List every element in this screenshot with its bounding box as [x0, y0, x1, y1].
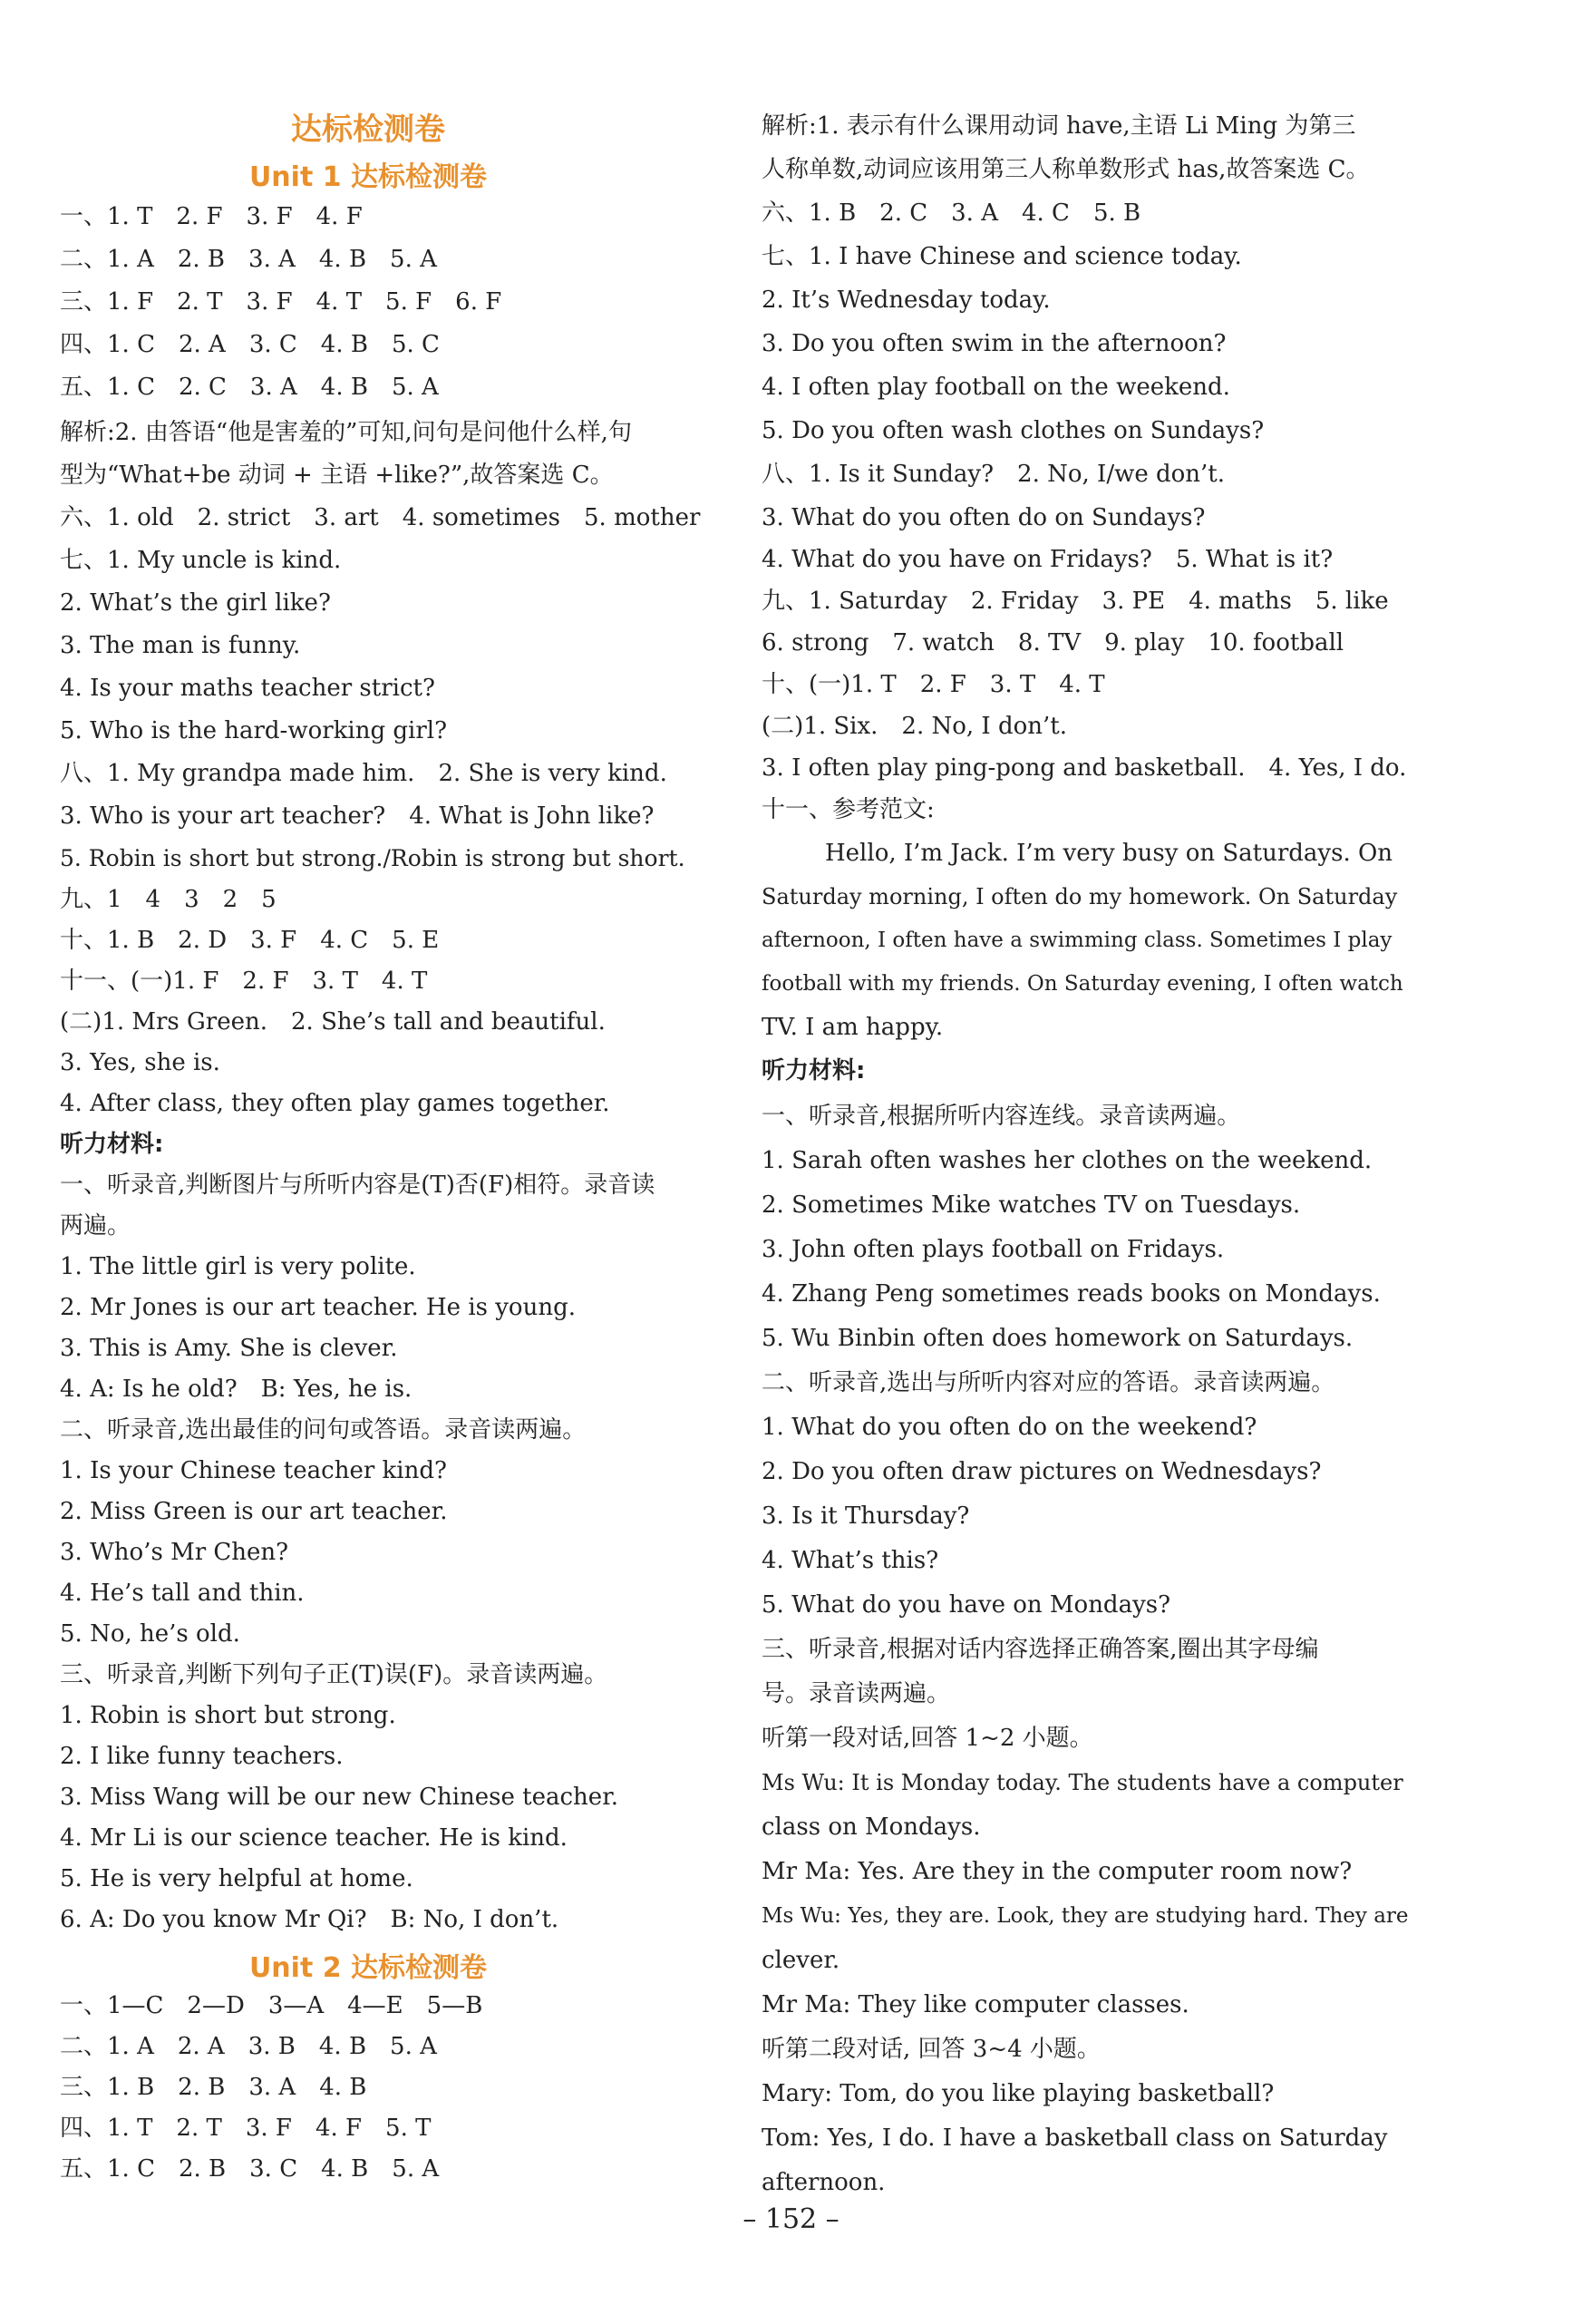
answer-line: 四、1. C 2. A 3. C 4. B 5. C — [60, 331, 440, 358]
instruction-line: 两遍。 — [60, 1212, 131, 1240]
dialogue-line: class on Mondays. — [762, 1813, 981, 1841]
instruction-line: 一、听录音,根据所听内容连线。录音读两遍。 — [762, 1103, 1241, 1130]
answer-line: 4. I often play football on the weekend. — [762, 374, 1230, 401]
answer-line: 一、1. T 2. F 3. F 4. F — [60, 203, 363, 230]
instruction-line: 听第一段对话,回答 1~2 小题。 — [762, 1725, 1093, 1752]
dialogue-line: afternoon. — [762, 2169, 886, 2196]
answer-line: 七、1. I have Chinese and science today. — [762, 243, 1242, 270]
answer-line: 十一、(一)1. F 2. F 3. T 4. T — [60, 968, 428, 995]
script-line: 5. What do you have on Mondays? — [762, 1591, 1171, 1619]
essay-line: football with my friends. On Saturday evening, I often watch — [762, 972, 1403, 996]
answer-line: 3. Do you often swim in the afternoon? — [762, 330, 1227, 357]
answer-line: 八、1. Is it Sunday? 2. No, I/we don’t. — [762, 461, 1226, 488]
script-line: 4. He’s tall and thin. — [60, 1580, 305, 1607]
answer-line: 二、1. A 2. B 3. A 4. B 5. A — [60, 246, 437, 273]
script-line: 2. Do you often draw pictures on Wednesdays? — [762, 1458, 1322, 1485]
analysis-line: 型为“What+be 动词 + 主语 +like?”,故答案选 C。 — [60, 462, 614, 489]
answer-line: (二)1. Mrs Green. 2. She’s tall and beautiful. — [60, 1008, 606, 1036]
listening-heading: 听力材料: — [762, 1057, 866, 1084]
script-line: 1. The little girl is very polite. — [60, 1253, 416, 1280]
essay-line: Saturday morning, I often do my homework. On Saturday — [762, 884, 1398, 909]
dialogue-line: Ms Wu: It is Monday today. The students have a computer — [762, 1770, 1403, 1795]
answer-line: 十、1. B 2. D 3. F 4. C 5. E — [60, 927, 440, 954]
dialogue-line: Mary: Tom, do you like playing basketball? — [762, 2080, 1275, 2107]
dialogue-line: Ms Wu: Yes, they are. Look, they are studying hard. They are — [762, 1904, 1409, 1928]
essay-line: afternoon, I often have a swimming class. Sometimes I play — [762, 929, 1393, 952]
answer-line: 九、1. Saturday 2. Friday 3. PE 4. maths 5. like — [762, 588, 1389, 615]
unit1-title: Unit 1 达标检测卷 — [248, 161, 488, 193]
answer-line: 七、1. My uncle is kind. — [60, 547, 342, 574]
answer-line: 4. Is your maths teacher strict? — [60, 675, 435, 702]
script-line: 2. Sometimes Mike watches TV on Tuesdays. — [762, 1191, 1301, 1219]
script-line: 3. John often plays football on Fridays. — [762, 1236, 1225, 1263]
unit2-title: Unit 2 达标检测卷 — [248, 1952, 488, 1984]
instruction-line: 二、听录音,选出与所听内容对应的答语。录音读两遍。 — [762, 1369, 1335, 1396]
analysis-line: 人称单数,动词应该用第三人称单数形式 has,故答案选 C。 — [762, 156, 1370, 183]
answer-line: 四、1. T 2. T 3. F 4. F 5. T — [60, 2115, 432, 2142]
dialogue-line: clever. — [762, 1947, 840, 1974]
instruction-line: 一、听录音,判断图片与所听内容是(T)否(F)相符。录音读 — [60, 1172, 655, 1199]
dialogue-line: Tom: Yes, I do. I have a basketball class on Saturday — [762, 2125, 1388, 2152]
analysis-line: 解析:1. 表示有什么课用动词 have,主语 Li Ming 为第三 — [762, 112, 1356, 140]
script-line: 3. Is it Thursday? — [762, 1502, 970, 1530]
script-line: 2. I like funny teachers. — [60, 1743, 344, 1770]
script-line: 3. This is Amy. She is clever. — [60, 1335, 398, 1362]
essay-line: TV. I am happy. — [762, 1014, 944, 1041]
answer-line: 3. I often play ping-pong and basketball. 4. Yes, I do. — [762, 754, 1407, 782]
answer-line: 五、1. C 2. B 3. C 4. B 5. A — [60, 2155, 440, 2183]
answer-line: (二)1. Six. 2. No, I don’t. — [762, 713, 1067, 740]
answer-line: 五、1. C 2. C 3. A 4. B 5. A — [60, 374, 439, 401]
script-line: 1. Sarah often washes her clothes on the weekend. — [762, 1147, 1373, 1174]
answer-line: 5. Do you often wash clothes on Sundays? — [762, 417, 1265, 444]
script-line: 4. A: Is he old? B: Yes, he is. — [60, 1376, 412, 1403]
answer-line: 4. After class, they often play games together. — [60, 1090, 610, 1117]
analysis-line: 解析:2. 由答语“他是害羞的”可知,问句是问他什么样,句 — [60, 419, 632, 446]
answer-line: 3. What do you often do on Sundays? — [762, 504, 1206, 531]
dialogue-line: Mr Ma: Yes. Are they in the computer room now? — [762, 1858, 1353, 1885]
instruction-line: 二、听录音,选出最佳的问句或答语。录音读两遍。 — [60, 1416, 587, 1444]
answer-line: 六、1. old 2. strict 3. art 4. sometimes 5. mother — [60, 504, 701, 531]
answer-line: 一、1—C 2—D 3—A 4—E 5—B — [60, 1992, 483, 2019]
script-line: 3. Miss Wang will be our new Chinese teacher. — [60, 1784, 619, 1811]
essay-heading: 十一、参考范文: — [762, 796, 935, 823]
answer-line: 六、1. B 2. C 3. A 4. C 5. B — [762, 199, 1141, 227]
dialogue-line: Mr Ma: They like computer classes. — [762, 1991, 1189, 2018]
answer-line: 十、(一)1. T 2. F 3. T 4. T — [762, 671, 1105, 698]
instruction-line: 三、听录音,判断下列句子正(T)误(F)。录音读两遍。 — [60, 1661, 608, 1688]
answer-line: 八、1. My grandpa made him. 2. She is very kind. — [60, 760, 667, 787]
script-line: 5. Wu Binbin often does homework on Saturdays. — [762, 1325, 1354, 1352]
answer-line: 5. Who is the hard-working girl? — [60, 717, 448, 744]
answer-line: 九、1 4 3 2 5 — [60, 886, 277, 913]
script-line: 1. Is your Chinese teacher kind? — [60, 1457, 447, 1484]
script-line: 5. He is very helpful at home. — [60, 1865, 413, 1892]
script-line: 1. Robin is short but strong. — [60, 1702, 396, 1729]
page-title: 达标检测卷 — [291, 112, 445, 148]
script-line: 4. What’s this? — [762, 1547, 939, 1574]
answer-line: 3. The man is funny. — [60, 632, 301, 659]
answer-line: 4. What do you have on Fridays? 5. What is it? — [762, 546, 1334, 573]
essay-line: Hello, I’m Jack. I’m very busy on Saturdays. On — [825, 840, 1393, 867]
script-line: 1. What do you often do on the weekend? — [762, 1414, 1257, 1441]
script-line: 6. A: Do you know Mr Qi? B: No, I don’t. — [60, 1906, 559, 1933]
answer-line: 二、1. A 2. A 3. B 4. B 5. A — [60, 2033, 437, 2060]
answer-line: 6. strong 7. watch 8. TV 9. play 10. football — [762, 629, 1344, 656]
script-line: 4. Mr Li is our science teacher. He is kind. — [60, 1824, 568, 1852]
answer-line: 三、1. B 2. B 3. A 4. B — [60, 2074, 367, 2101]
script-line: 4. Zhang Peng sometimes reads books on Mondays. — [762, 1280, 1381, 1308]
answer-line: 3. Who is your art teacher? 4. What is John like? — [60, 802, 655, 830]
script-line: 2. Miss Green is our art teacher. — [60, 1498, 448, 1525]
script-line: 5. No, he’s old. — [60, 1620, 240, 1648]
answer-line: 3. Yes, she is. — [60, 1049, 220, 1076]
answer-line: 三、1. F 2. T 3. F 4. T 5. F 6. F — [60, 288, 502, 316]
script-line: 3. Who’s Mr Chen? — [60, 1539, 289, 1566]
answer-line: 2. It’s Wednesday today. — [762, 287, 1051, 314]
instruction-line: 号。录音读两遍。 — [762, 1680, 951, 1707]
script-line: 2. Mr Jones is our art teacher. He is young. — [60, 1294, 576, 1321]
answer-line: 2. What’s the girl like? — [60, 589, 331, 617]
listening-heading: 听力材料: — [60, 1131, 164, 1158]
instruction-line: 三、听录音,根据对话内容选择正确答案,圈出其字母编 — [762, 1636, 1319, 1663]
answer-line: 5. Robin is short but strong./Robin is strong but short. — [60, 845, 685, 871]
instruction-line: 听第二段对话, 回答 3~4 小题。 — [762, 2036, 1101, 2063]
page-number: – 152 – — [742, 2203, 840, 2235]
